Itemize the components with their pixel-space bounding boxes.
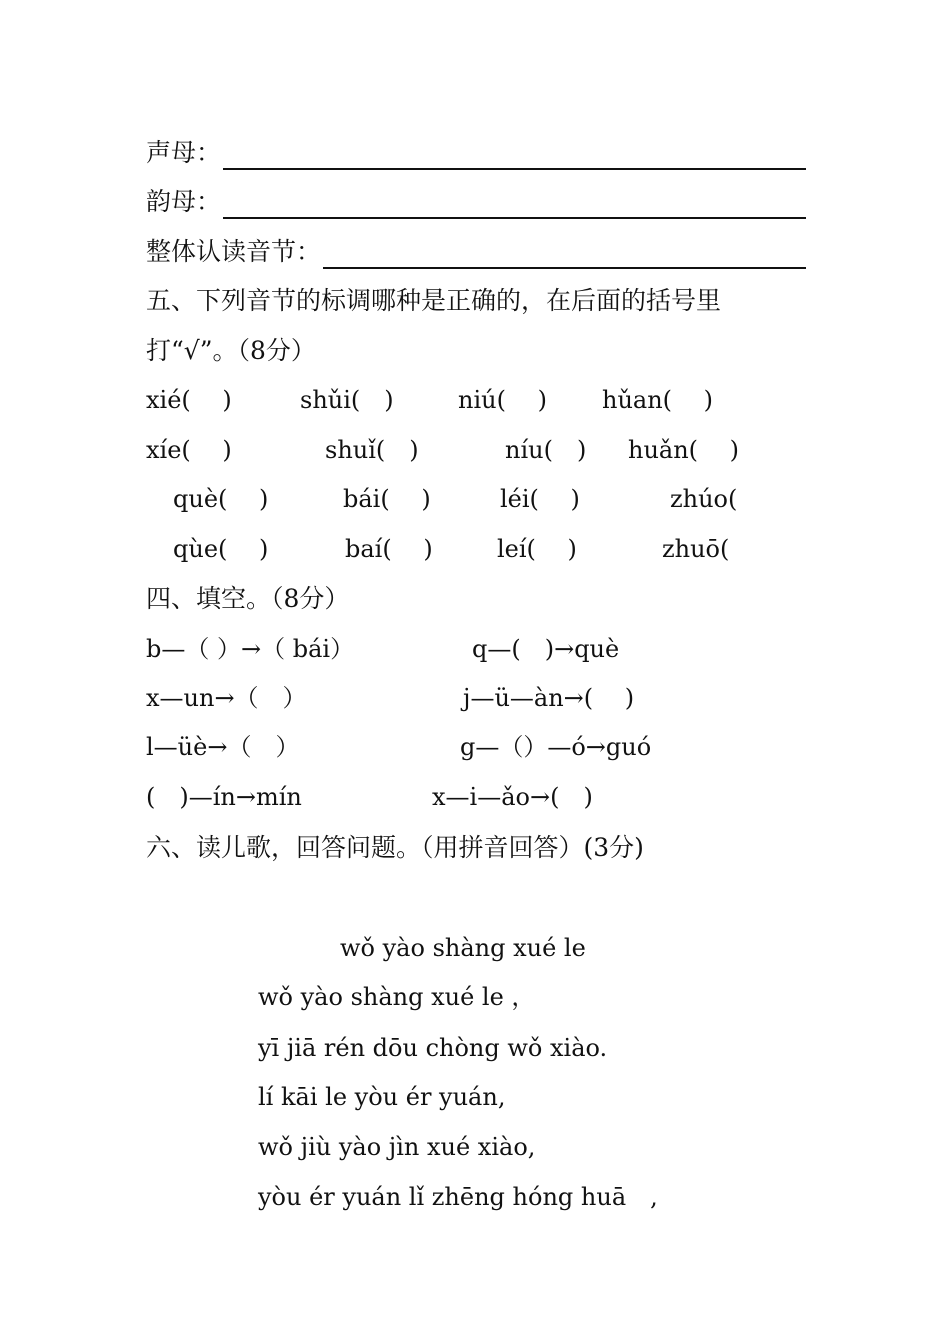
- tone-option[interactable]: shǔi( ): [300, 386, 394, 414]
- shengmu-label: 声母：: [146, 138, 222, 167]
- tone-option[interactable]: bái( ): [343, 485, 431, 513]
- yunmu-answer-line[interactable]: [223, 191, 806, 219]
- poem-line: yòu ér yuán lǐ zhēng hóng huā ,: [258, 1183, 658, 1211]
- poem-line: yī jiā rén dōu chòng wǒ xiào.: [258, 1034, 608, 1062]
- poem-line: lí kāi le yòu ér yuán,: [258, 1083, 506, 1111]
- spelling-exercise[interactable]: b—（ ）→（ bái）: [146, 635, 355, 663]
- shengmu-answer-line[interactable]: [223, 142, 806, 170]
- tone-option[interactable]: qùe( ): [173, 535, 269, 563]
- spelling-exercise[interactable]: ( )—ín→mín: [146, 783, 302, 811]
- spelling-exercise[interactable]: l—üè→（ ）: [146, 733, 300, 761]
- yunmu-row: [146, 185, 806, 219]
- tone-option[interactable]: xíe( ): [146, 436, 232, 464]
- section4-title: 四、填空。（8分）: [146, 584, 350, 613]
- tone-option[interactable]: què( ): [173, 485, 269, 513]
- tone-option[interactable]: shuǐ( ): [325, 436, 419, 464]
- tone-option[interactable]: baí( ): [345, 535, 433, 563]
- tone-option[interactable]: níu( ): [505, 436, 587, 464]
- yunmu-label: 韵母：: [146, 187, 222, 216]
- tone-option[interactable]: léi( ): [500, 485, 580, 513]
- tone-option[interactable]: zhúo(: [670, 485, 738, 513]
- shengmu-row: [146, 136, 806, 170]
- zhengti-row: [146, 235, 806, 269]
- tone-option[interactable]: leí( ): [497, 535, 577, 563]
- zhengti-answer-line[interactable]: [323, 241, 806, 269]
- tone-option[interactable]: zhuō(: [662, 535, 730, 563]
- spelling-exercise[interactable]: j—ü—àn→( ): [463, 684, 635, 712]
- poem-line: wǒ yào shàng xué le ，: [258, 983, 536, 1011]
- tone-option[interactable]: hǔan( ): [602, 386, 714, 414]
- spelling-exercise[interactable]: x—un→（ ）: [146, 684, 307, 712]
- tone-option[interactable]: xié( ): [146, 386, 232, 414]
- section5-title-line1: 五、下列音节的标调哪种是正确的，在后面的括号里: [146, 286, 722, 315]
- section6-title: 六、读儿歌，回答问题。（用拼音回答）(3分): [146, 833, 644, 862]
- tone-option[interactable]: huǎn( ): [628, 436, 740, 464]
- spelling-exercise[interactable]: g—（）—ó→guó: [460, 733, 652, 761]
- tone-option[interactable]: niú( ): [458, 386, 547, 414]
- spelling-exercise[interactable]: q—( )→què: [472, 635, 620, 663]
- poem-line: wǒ jiù yào jìn xué xiào,: [258, 1133, 536, 1161]
- zhengti-label: 整体认读音节：: [146, 237, 322, 266]
- poem-title: wǒ yào shàng xué le: [340, 934, 586, 962]
- section5-title-line2: 打“√”。（8分）: [146, 336, 316, 365]
- spelling-exercise[interactable]: x—i—ǎo→( ): [432, 783, 593, 811]
